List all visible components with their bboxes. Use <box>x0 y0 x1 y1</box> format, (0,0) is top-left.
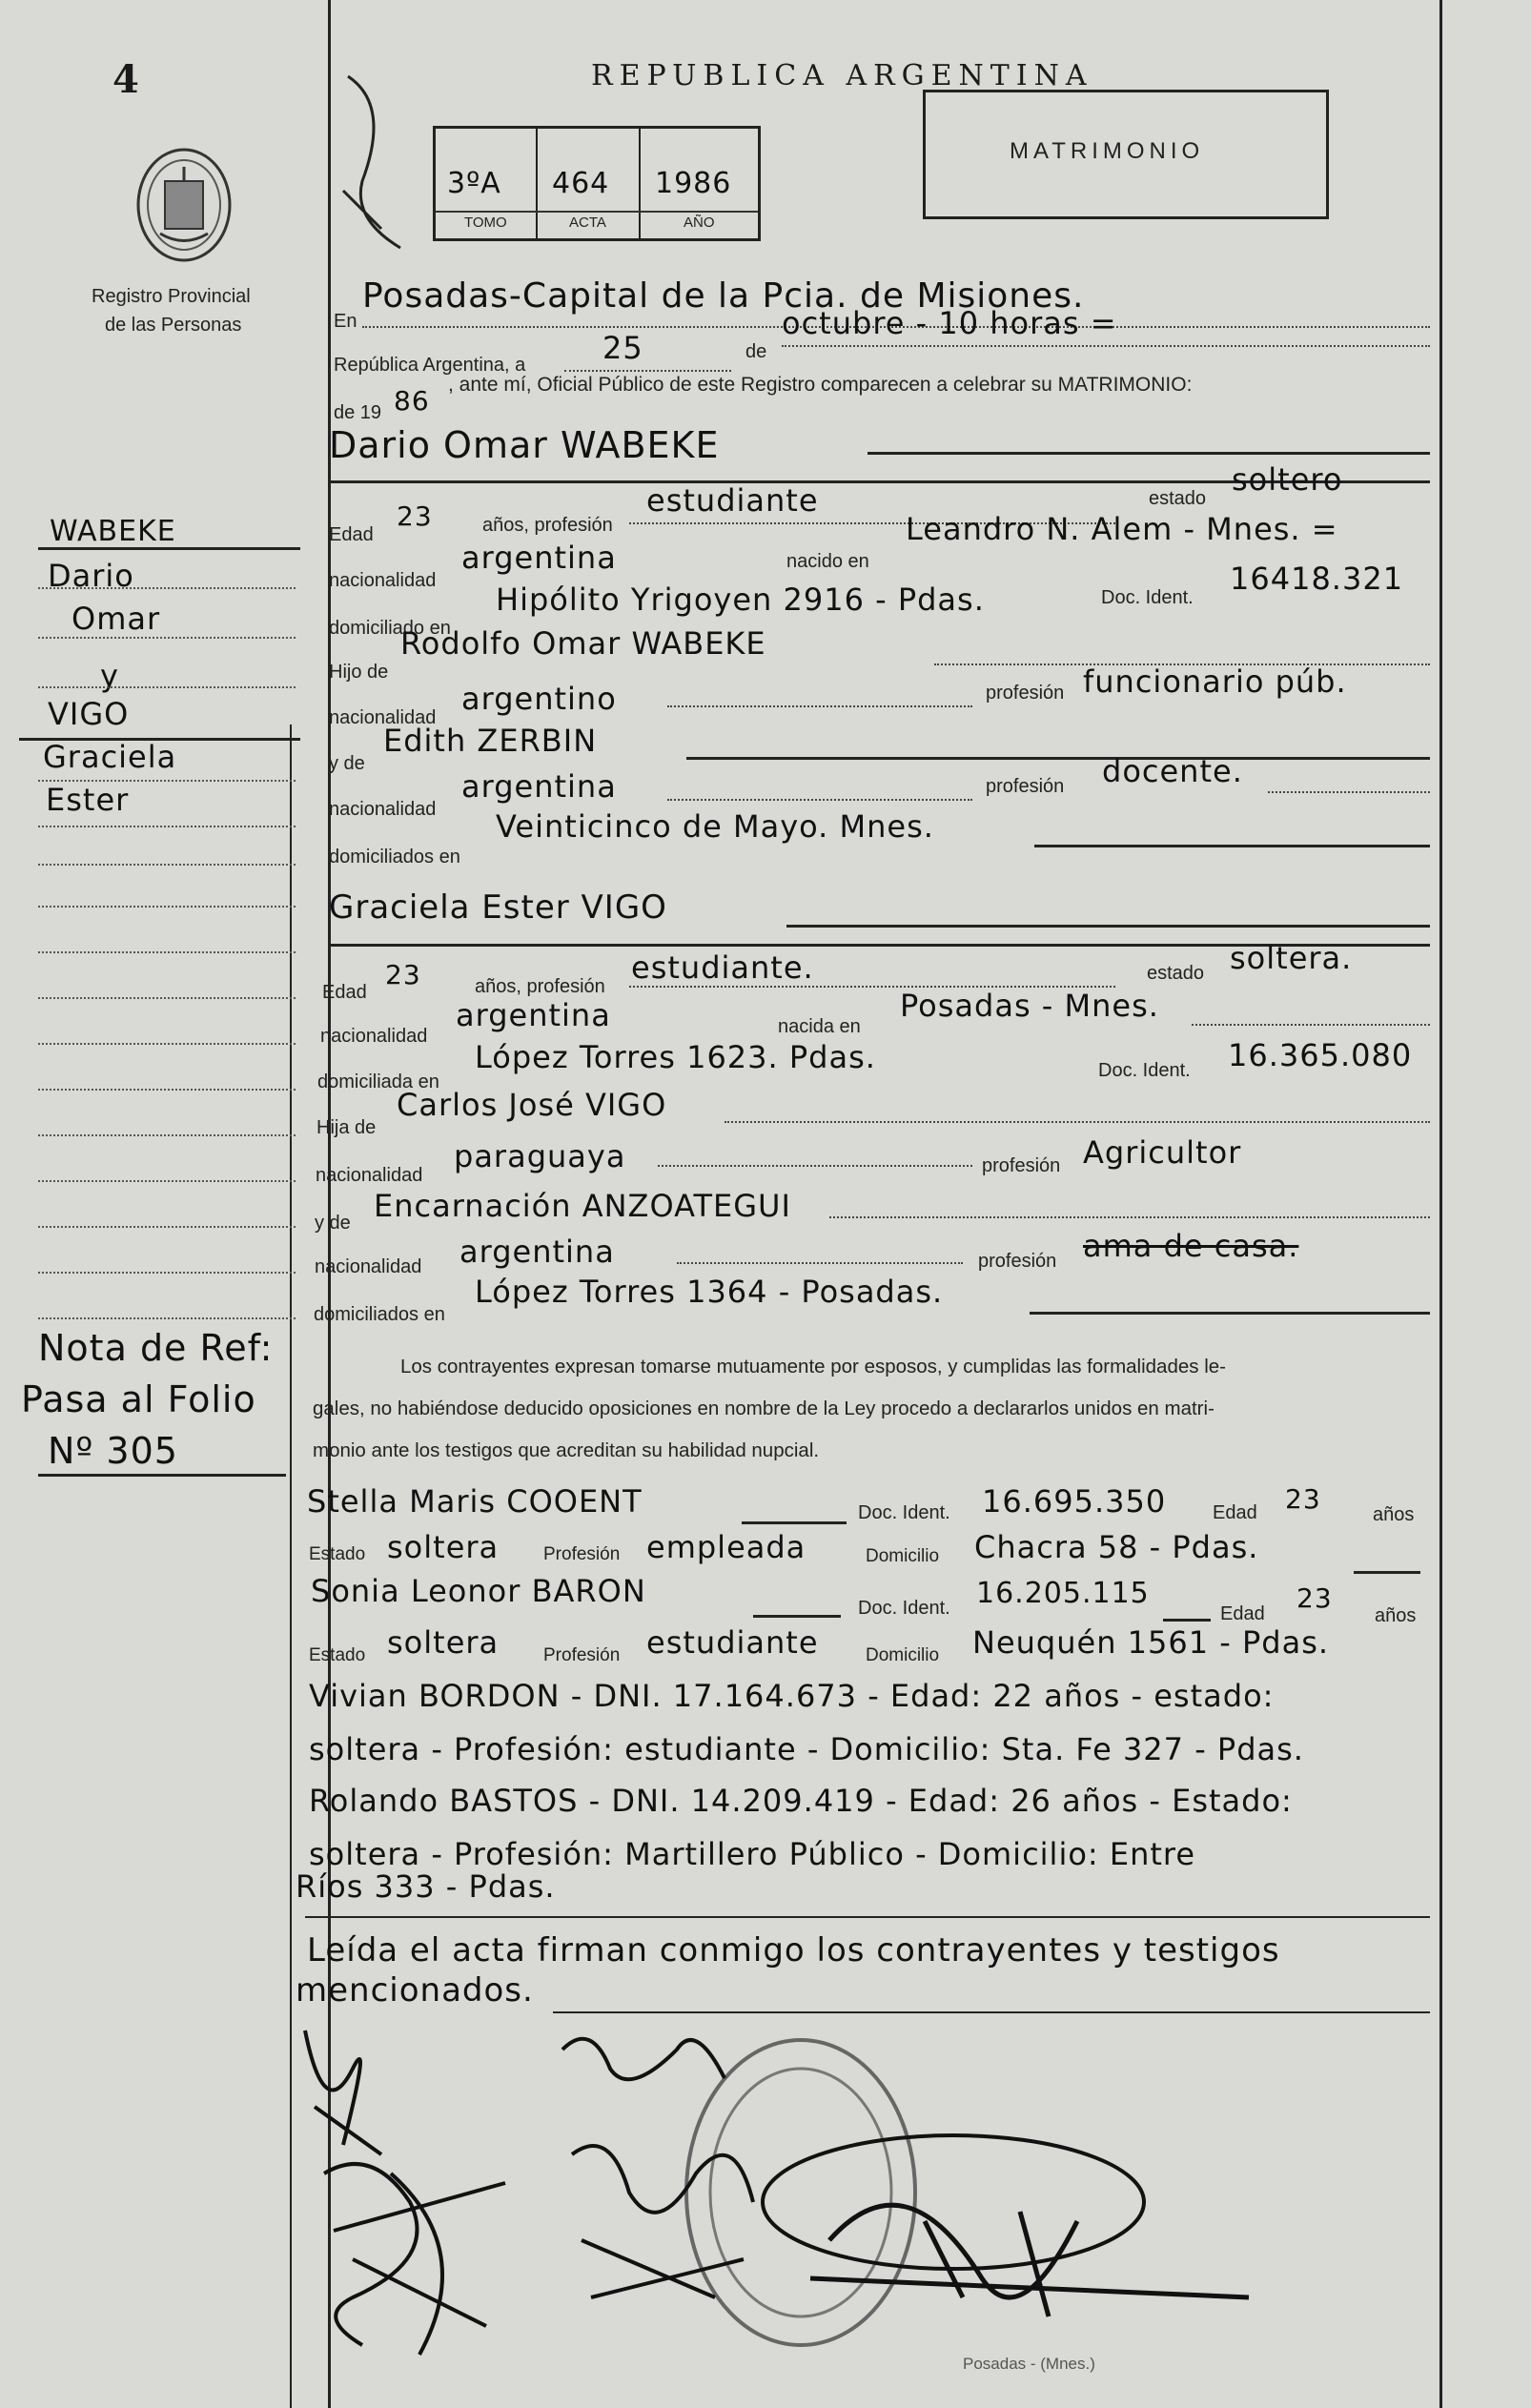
intro-year-suffix: 86 <box>394 385 430 417</box>
bride-mother-prof-label: profesión <box>978 1251 1057 1272</box>
bride-hija-label: Hija de <box>316 1117 377 1138</box>
margin-note-line2: Pasa al Folio <box>21 1378 256 1420</box>
closing-line-2: mencionados. <box>296 1971 534 2010</box>
margin-name-bride-first: Graciela <box>43 739 177 775</box>
intro-en-label: En <box>334 311 357 332</box>
groom-status: soltero <box>1232 461 1343 498</box>
groom-name: Dario Omar WABEKE <box>329 424 720 466</box>
intro-day: 25 <box>602 330 643 366</box>
groom-yde-label: y de <box>329 753 365 774</box>
margin-note-line3: Nº 305 <box>48 1430 178 1472</box>
margin-note-line1: Nota de Ref: <box>38 1327 274 1369</box>
bride-father: Carlos José VIGO <box>397 1087 667 1123</box>
groom-father-nationality: argentino <box>461 681 617 717</box>
margin-name-and: y <box>100 658 119 694</box>
stamp-text: Posadas - (Mnes.) <box>963 2355 1095 2373</box>
additional-witness-line-3: Rolando BASTOS - DNI. 14.209.419 - Edad: 26 años - Estado: <box>309 1783 1293 1819</box>
groom-hijo-label: Hijo de <box>329 662 389 683</box>
intro-place: Posadas-Capital de la Pcia. de Misiones. <box>362 276 1085 316</box>
margin-name-surname: WABEKE <box>50 515 176 548</box>
bride-father-nationality: paraguaya <box>454 1138 626 1174</box>
declaration-line-1: Los contrayentes expresan tomarse mutuamente por esposos, y cumplidas las formalidades le- <box>400 1356 1226 1377</box>
witness2-age: 23 <box>1296 1582 1333 1614</box>
bride-parents-dom-label: domiciliados en <box>314 1304 445 1325</box>
right-page-border <box>1439 0 1442 2408</box>
ano-value: 1986 <box>655 167 732 200</box>
bride-estado-label: estado <box>1147 963 1205 984</box>
groom-doc: 16418.321 <box>1230 561 1404 597</box>
witness1-name: Stella Maris COOENT <box>307 1483 643 1520</box>
witness2-estado-label: Estado <box>309 1645 366 1665</box>
record-type-box <box>923 90 1329 219</box>
bride-nationality-label: nacionalidad <box>320 1026 428 1047</box>
acta-value: 464 <box>552 167 610 200</box>
witness1-profession: empleada <box>646 1529 806 1565</box>
bride-mother-nationality: argentina <box>459 1234 615 1270</box>
witness1-prof-label: Profesión <box>543 1544 621 1564</box>
groom-nationality-label: nacionalidad <box>329 570 437 591</box>
bride-edad-label: Edad <box>322 982 367 1003</box>
witness1-dom-label: Domicilio <box>866 1546 940 1566</box>
witness2-doc-label: Doc. Ident. <box>858 1598 950 1619</box>
registry-line-1: Registro Provincial <box>92 286 251 307</box>
groom-father: Rodolfo Omar WABEKE <box>400 625 766 662</box>
bride-father-profession: Agricultor <box>1083 1134 1242 1171</box>
groom-estado-label: estado <box>1149 488 1207 509</box>
tomo-label: TOMO <box>464 214 507 231</box>
groom-mother-nat-label: nacionalidad <box>329 799 437 820</box>
tomo-value: 3ºA <box>447 167 501 200</box>
bride-yde-label: y de <box>315 1213 351 1234</box>
groom-address: Hipólito Yrigoyen 2916 - Pdas. <box>496 582 985 618</box>
groom-mother: Edith ZERBIN <box>383 723 598 759</box>
groom-nationality: argentina <box>461 540 617 576</box>
witness1-status: soltera <box>387 1529 500 1565</box>
groom-parents-address: Veinticinco de Mayo. Mnes. <box>496 808 934 845</box>
witness1-estado-label: Estado <box>309 1544 366 1564</box>
bride-domicilio-label: domiciliada en <box>317 1071 439 1092</box>
groom-father-profession: funcionario púb. <box>1083 663 1347 700</box>
acta-label: ACTA <box>569 214 606 231</box>
declaration-line-3: monio ante los testigos que acreditan su habilidad nupcial. <box>313 1439 820 1461</box>
margin-name-first: Dario <box>48 558 134 594</box>
additional-witness-line-2: soltera - Profesión: estudiante - Domicilio: Sta. Fe 327 - Pdas. <box>309 1731 1304 1767</box>
witness1-address: Chacra 58 - Pdas. <box>974 1529 1259 1565</box>
bride-anos-label: años, profesión <box>475 976 605 997</box>
witness2-name: Sonia Leonor BARON <box>311 1573 646 1609</box>
left-margin-rule-inner <box>290 724 292 2408</box>
witness1-doc-label: Doc. Ident. <box>858 1502 950 1523</box>
groom-mother-profession: docente. <box>1102 753 1243 789</box>
bride-father-nat-label: nacionalidad <box>316 1165 423 1186</box>
intro-year-prefix: de 19 <box>334 402 382 423</box>
groom-nacido-label: nacido en <box>786 551 869 572</box>
additional-witness-line-5: Ríos 333 - Pdas. <box>296 1868 556 1905</box>
bride-profession: estudiante. <box>631 949 814 986</box>
margin-name-bride-second: Ester <box>46 782 130 818</box>
groom-father-prof-label: profesión <box>986 683 1065 704</box>
declaration-line-2: gales, no habiéndose deducido oposiciones en nombre de la Ley procedo a declararlos unidos en matri- <box>313 1398 1215 1419</box>
bride-father-prof-label: profesión <box>982 1155 1061 1176</box>
witness1-anos-label: años <box>1373 1504 1415 1525</box>
intro-statement: , ante mí, Oficial Público de este Registro comparecen a celebrar su MATRIMONIO: <box>448 374 1193 396</box>
additional-witness-line-1: Vivian BORDON - DNI. 17.164.673 - Edad: 22 años - estado: <box>309 1678 1275 1714</box>
witness1-age: 23 <box>1285 1483 1321 1515</box>
witness2-prof-label: Profesión <box>543 1645 621 1665</box>
witness2-profession: estudiante <box>646 1624 819 1661</box>
bride-address: López Torres 1623. Pdas. <box>475 1039 876 1075</box>
witness1-edad-label: Edad <box>1213 1502 1257 1523</box>
bride-status: soltera. <box>1230 940 1353 976</box>
witness1-doc: 16.695.350 <box>982 1483 1167 1520</box>
country-title: REPUBLICA ARGENTINA <box>591 59 1093 92</box>
page-number: 4 <box>112 57 139 102</box>
registry-line-2: de las Personas <box>105 315 242 336</box>
bride-parents-address: López Torres 1364 - Posadas. <box>475 1274 944 1310</box>
margin-name-bride-surname: VIGO <box>48 696 130 732</box>
bride-birthplace: Posadas - Mnes. <box>900 988 1159 1024</box>
bride-doc: 16.365.080 <box>1228 1037 1413 1073</box>
bride-mother-profession: ama de casa. <box>1083 1228 1299 1264</box>
groom-anos-label: años, profesión <box>482 515 613 536</box>
groom-father-nat-label: nacionalidad <box>329 707 437 728</box>
witness2-doc: 16.205.115 <box>976 1577 1150 1610</box>
bride-nationality: argentina <box>456 997 611 1033</box>
intro-republica-label: República Argentina, a <box>334 355 526 376</box>
additional-witness-line-4: soltera - Profesión: Martillero Público - Domicilio: Entre <box>309 1836 1196 1872</box>
witness2-anos-label: años <box>1375 1605 1417 1626</box>
bride-nacida-label: nacida en <box>778 1016 861 1037</box>
witness2-address: Neuquén 1561 - Pdas. <box>972 1624 1330 1661</box>
ano-label: AÑO <box>684 214 715 231</box>
groom-age: 23 <box>397 500 433 532</box>
bride-age: 23 <box>385 959 421 990</box>
header-initial-signature <box>324 67 410 257</box>
witness2-status: soltera <box>387 1624 500 1661</box>
bride-mother-nat-label: nacionalidad <box>315 1256 422 1277</box>
bride-name: Graciela Ester VIGO <box>329 888 667 927</box>
groom-mother-nationality: argentina <box>461 768 617 805</box>
groom-mother-prof-label: profesión <box>986 776 1065 797</box>
closing-line-1: Leída el acta firman conmigo los contrayentes y testigos <box>307 1931 1280 1969</box>
intro-de-label: de <box>745 341 767 362</box>
groom-birthplace: Leandro N. Alem - Mnes. = <box>906 511 1338 547</box>
witness2-dom-label: Domicilio <box>866 1645 940 1665</box>
groom-domicilio-label: domiciliado en <box>329 618 451 639</box>
signatures-area <box>296 2011 1439 2393</box>
bride-doc-label: Doc. Ident. <box>1098 1060 1191 1081</box>
province-seal <box>132 143 236 267</box>
bride-mother: Encarnación ANZOATEGUI <box>374 1188 791 1224</box>
record-id-box <box>433 126 761 241</box>
groom-profession: estudiante <box>646 482 819 519</box>
groom-edad-label: Edad <box>329 524 374 545</box>
groom-doc-label: Doc. Ident. <box>1101 587 1194 608</box>
record-type: MATRIMONIO <box>1010 138 1205 164</box>
groom-parents-dom-label: domiciliados en <box>329 847 460 867</box>
intro-month-time: octubre - 10 horas = <box>782 305 1117 341</box>
witness2-edad-label: Edad <box>1220 1603 1265 1624</box>
margin-name-second: Omar <box>71 601 161 637</box>
